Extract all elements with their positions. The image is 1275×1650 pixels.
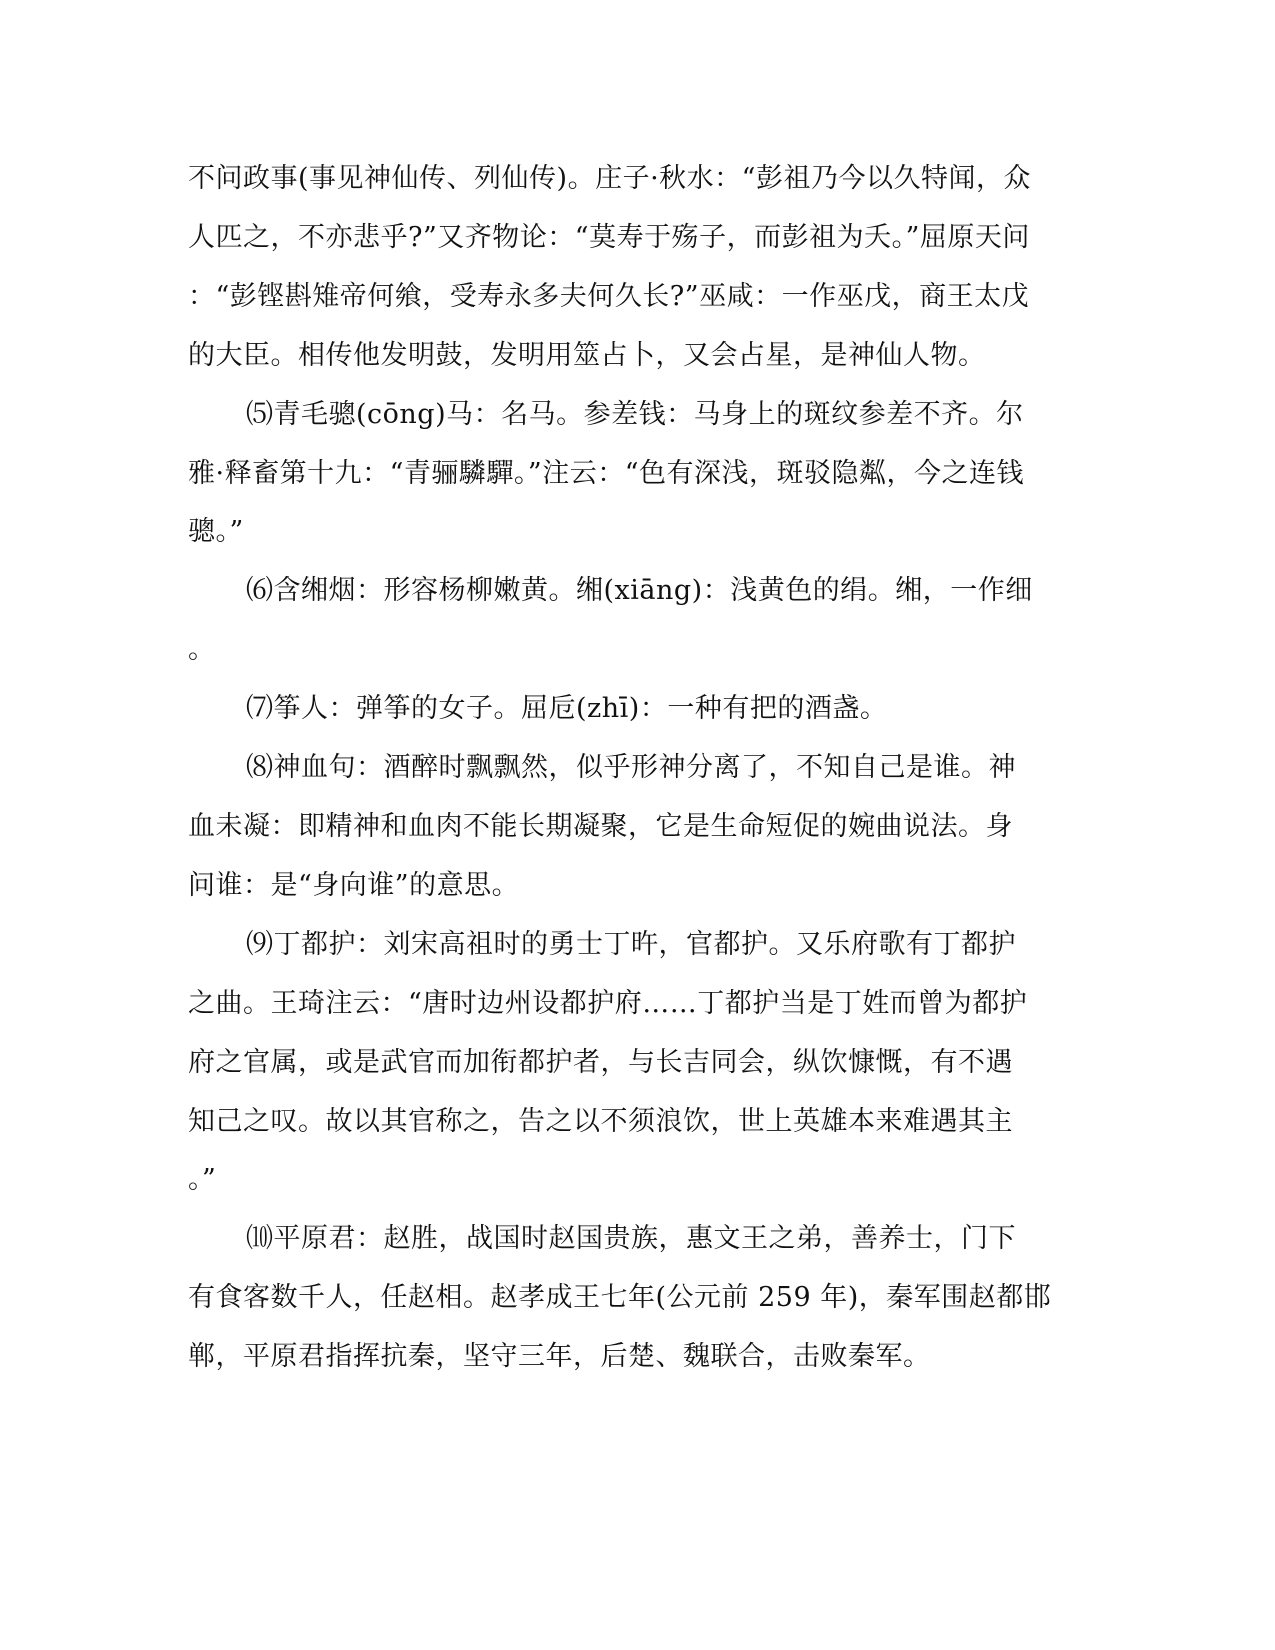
- text-line: 有食客数千人，任赵相。赵孝成王七年(公元前 259 年)，秦军围赵都邯: [188, 1282, 1052, 1313]
- paragraph-note-10: ⑽平原君：赵胜，战国时赵国贵族，惠文王之弟，善养士，门下: [246, 1223, 1016, 1254]
- text-line: 郸，平原君指挥抗秦，坚守三年，后楚、魏联合，击败秦军。: [188, 1341, 931, 1372]
- text-line: 府之官属，或是武官而加衔都护者，与长吉同会，纵饮慷慨，有不遇: [188, 1047, 1013, 1078]
- text-line: 骢。”: [188, 516, 244, 547]
- text-line: 不问政事(事见神仙传、列仙传)。庄子·秋水：“彭祖乃今以久特闻，众: [188, 163, 1031, 194]
- text-line: 。”: [188, 1164, 217, 1195]
- text-line: 问谁：是“身向谁”的意思。: [188, 870, 520, 901]
- text-line: ：“彭铿斟雉帝何飨，受寿永多夫何久长?”巫咸：一作巫戊，商王太戊: [188, 281, 1030, 312]
- text-line: 。: [188, 634, 216, 665]
- paragraph-note-7: ⑺筝人：弹筝的女子。屈卮(zhī)：一种有把的酒盏。: [246, 693, 888, 724]
- text-line: 血未凝：即精神和血肉不能长期凝聚，它是生命短促的婉曲说法。身: [188, 811, 1013, 842]
- paragraph-note-8: ⑻神血句：酒醉时飘飘然，似乎形神分离了，不知自己是谁。神: [246, 752, 1016, 783]
- paragraph-note-9: ⑼丁都护：刘宋高祖时的勇士丁旿，官都护。又乐府歌有丁都护: [246, 929, 1016, 960]
- text-line: 之曲。王琦注云：“唐时边州设都护府……丁都护当是丁姓而曾为都护: [188, 988, 1028, 1019]
- text-line: 的大臣。相传他发明鼓，发明用筮占卜，又会占星，是神仙人物。: [188, 340, 986, 371]
- text-line: 雅·释畜第十九：“青骊驎驒。”注云：“色有深浅，斑驳隐粼，今之连钱: [188, 458, 1024, 489]
- text-line: 人匹之，不亦悲乎?”又齐物论：“莫寿于殇子，而彭祖为夭。”屈原天问: [188, 222, 1030, 253]
- text-line: 知己之叹。故以其官称之，告之以不须浪饮，世上英雄本来难遇其主: [188, 1106, 1013, 1137]
- paragraph-note-6: ⑹含缃烟：形容杨柳嫩黄。缃(xiāng)：浅黄色的绢。缃，一作细: [246, 575, 1033, 606]
- paragraph-note-5: ⑸青毛骢(cōng)马：名马。参差钱：马身上的斑纹参差不齐。尔: [246, 399, 1024, 430]
